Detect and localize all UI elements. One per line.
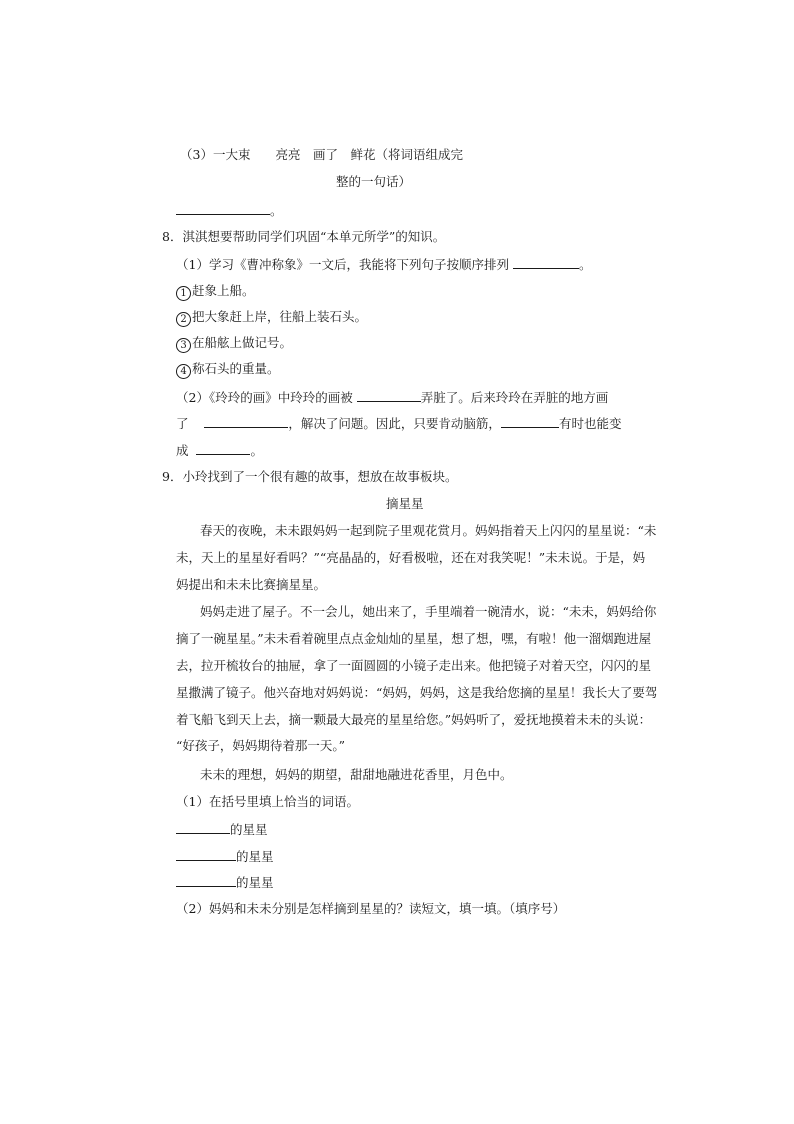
q8-stem: 8．淇淇想要帮助同学们巩固“本单元所学”的知识。 (162, 229, 446, 244)
story-line: 妈妈走进了屋子。不一会儿，她出来了，手里端着一碗清水，说：“未未，妈妈给你 (200, 604, 657, 619)
q8-part2-line3: 成 。 (176, 443, 263, 458)
q8-part2-blank-3[interactable] (501, 414, 559, 428)
story-line: 未，天上的星星好看吗？”“亮晶晶的，好看极啦，还在对我笑呢！”未未说。于是，妈 (176, 550, 646, 565)
story-line: 未未的理想，妈妈的期望，甜甜地融进花香里，月色中。 (200, 767, 513, 782)
q9-fill-1: 的星星 (176, 820, 268, 839)
circled-number-icon: 4 (176, 364, 191, 379)
story-line: 着飞船飞到天上去，摘一颗最大最亮的星星给您。”妈妈听了，爱抚地摸着未未的头说： (176, 712, 652, 727)
q9-fill-2: 的星星 (176, 847, 274, 866)
q9-fill-blank-3[interactable] (176, 873, 236, 887)
q9-part2: （2）妈妈和未未分别是怎样摘到星星的？读短文，填一填。（填序号） (176, 901, 566, 916)
q8-part2-blank-4[interactable] (196, 441, 250, 455)
q8-item-1: 1 赶象上船。 (176, 282, 255, 301)
q9-fill-3: 的星星 (176, 873, 274, 892)
q8-part1: （1）学习《曹冲称象》一文后，我能将下列句子按顺序排列 。 (176, 257, 592, 272)
story-line: 摘了一碗星星。”未未看着碗里点点金灿灿的星星，想了想，嘿，有啦！他一溜烟跑进屋 (176, 631, 652, 646)
q8-item-4: 4 称石头的重量。 (176, 360, 280, 379)
circled-number-icon: 3 (176, 338, 191, 353)
q7-part3-line1: （3）一大束 亮亮 画了 鲜花（将词语组成完 (180, 147, 463, 162)
q8-item-3: 3 在船舷上做记号。 (176, 334, 292, 353)
story-line: 去，拉开梳妆台的抽屉，拿了一面圆圆的小镜子走出来。他把镜子对着天空，闪闪的星 (176, 658, 652, 673)
q8-part1-blank[interactable] (513, 255, 579, 269)
q8-item-2: 2 把大象赶上岸，往船上装石头。 (176, 308, 367, 327)
q7-part3-line2: 整的一句话） (336, 174, 412, 189)
circled-number-icon: 2 (176, 312, 191, 327)
story-line: “好孩子，妈妈期待着那一天。” (176, 738, 346, 753)
q9-stem: 9．小玲找到了一个很有趣的故事，想放在故事板块。 (162, 469, 458, 484)
q7-answer-line: 。 (176, 201, 283, 220)
q8-part2-blank-2[interactable] (204, 414, 288, 428)
q8-part2-line2: 了 ，解决了问题。因此，只要肯动脑筋， 有时也能变 (176, 416, 622, 431)
q8-part2-blank-1[interactable] (357, 388, 421, 402)
circled-number-icon: 1 (176, 286, 191, 301)
q8-part2-line1: （2）《玲玲的画》中玲玲的画被 弄脏了。后来玲玲在弄脏的地方画 (176, 390, 609, 405)
q9-part1: （1）在括号里填上恰当的词语。 (176, 794, 359, 809)
q7-answer-blank[interactable] (176, 201, 270, 215)
q9-fill-blank-2[interactable] (176, 847, 236, 861)
story-line: 妈提出和未未比赛摘星星。 (176, 577, 327, 592)
story-line: 春天的夜晚，未未跟妈妈一起到院子里观花赏月。妈妈指着天上闪闪的星星说：“未 (200, 523, 657, 538)
story-line: 星撒满了镜子。他兴奋地对妈妈说：“妈妈，妈妈，这是我给您摘的星星！我长大了要驾 (176, 685, 658, 700)
story-title: 摘星星 (386, 496, 424, 511)
q9-fill-blank-1[interactable] (176, 820, 230, 834)
